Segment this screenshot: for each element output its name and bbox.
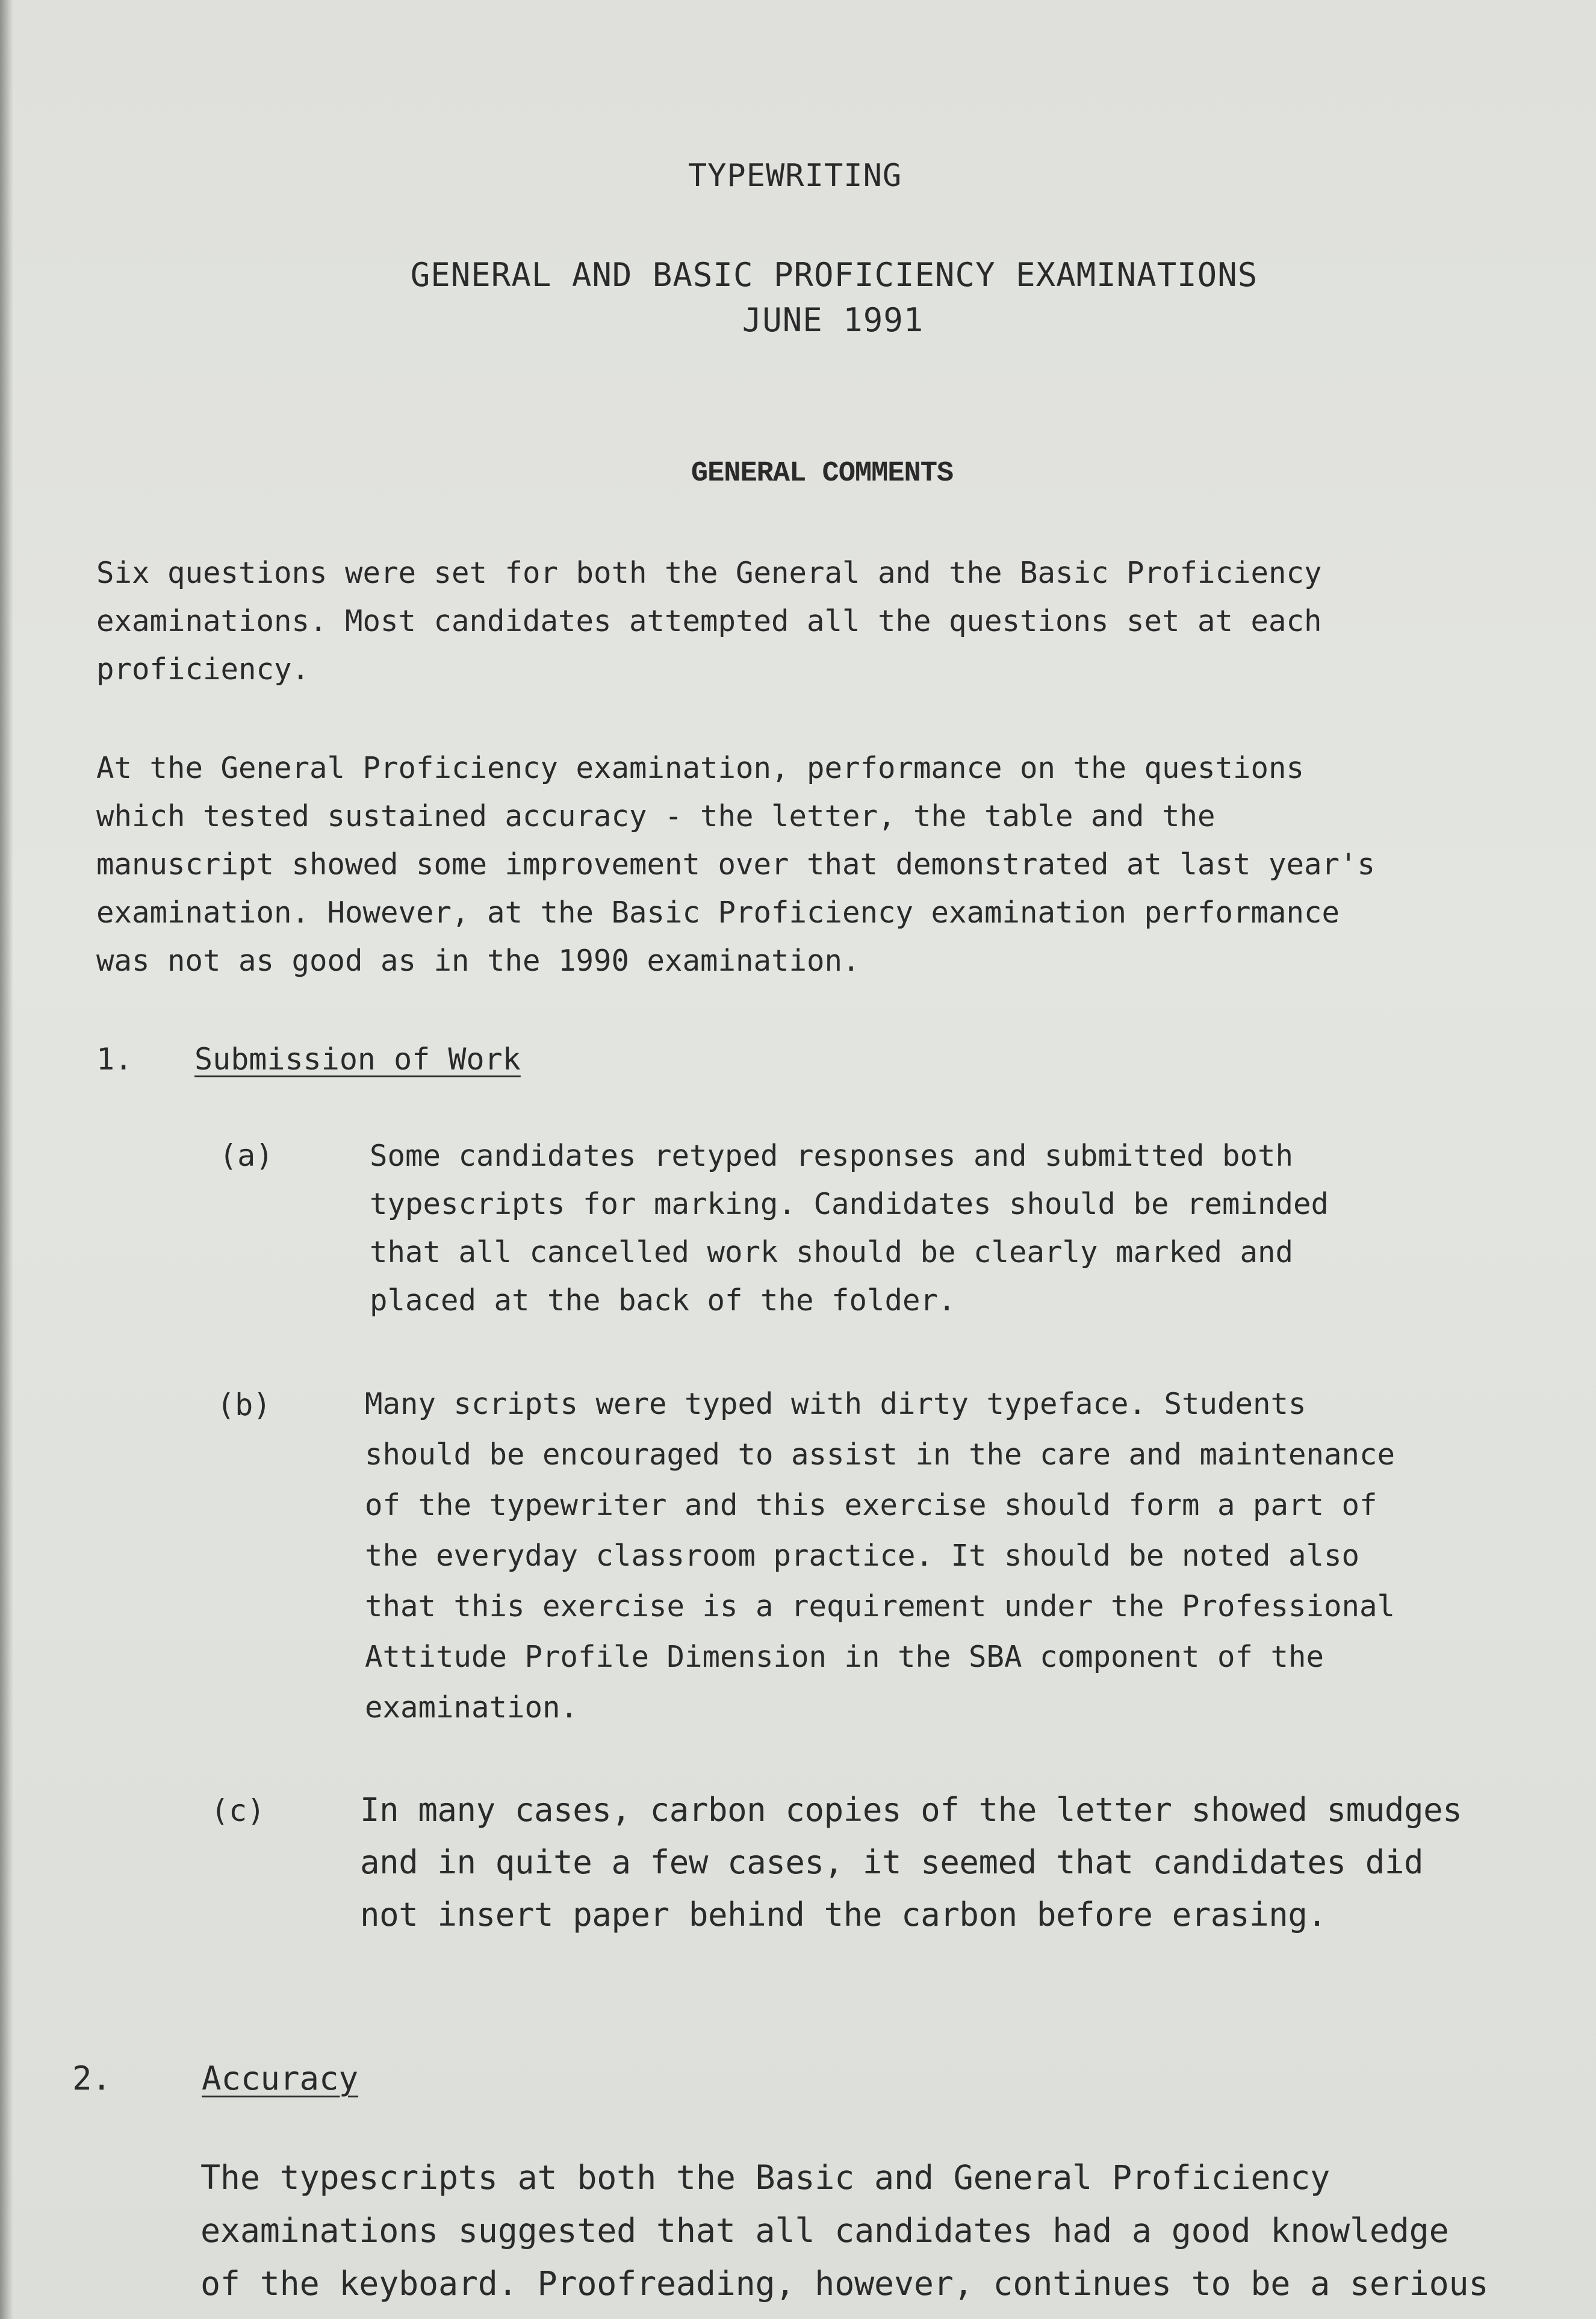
section-1-number: 1. <box>96 1042 133 1077</box>
text-line: that all cancelled work should be clearly marked and <box>370 1235 1294 1269</box>
text-line: the everyday classroom practice. It should be noted also <box>365 1539 1360 1573</box>
accuracy-paragraph <box>200 2151 1488 2310</box>
text-line: of the keyboard. Proofreading, however, continues to be a serious <box>200 2264 1489 2303</box>
text-line: should be encouraged to assist in the care and maintenance <box>365 1437 1396 1472</box>
text-line: not insert paper behind the carbon before erasing. <box>360 1896 1327 1934</box>
text-line: typescripts for marking. Candidates should be reminded <box>370 1187 1329 1221</box>
exam-date: JUNE 1991 <box>742 301 924 339</box>
exam-heading: GENERAL AND BASIC PROFICIENCY EXAMINATIONS <box>410 256 1258 294</box>
text-line: examinations. Most candidates attempted all the questions set at each <box>96 604 1322 638</box>
text-line: proficiency. <box>96 652 310 686</box>
item-b-text <box>365 1379 1395 1733</box>
text-line: examination. However, at the Basic Proficiency examination performance <box>96 895 1340 930</box>
item-a-text <box>370 1132 1329 1325</box>
text-line: was not as good as in the 1990 examination. <box>96 944 860 978</box>
item-a-label: (a) <box>219 1138 274 1173</box>
text-line: which tested sustained accuracy - the letter, the table and the <box>96 799 1216 833</box>
page-edge-shadow <box>0 0 13 2319</box>
text-line: of the typewriter and this exercise should form a part of <box>365 1488 1377 1522</box>
text-line: Some candidates retyped responses and submitted both <box>370 1139 1294 1173</box>
section-heading: GENERAL COMMENTS <box>691 458 954 490</box>
section-2-number: 2. <box>72 2059 112 2097</box>
performance-paragraph <box>96 744 1375 985</box>
section-2-title: Accuracy <box>202 2059 359 2097</box>
text-line: At the General Proficiency examination, performance on the questions <box>96 751 1305 785</box>
text-line: Attitude Profile Dimension in the SBA component of the <box>365 1640 1324 1674</box>
page-title: TYPEWRITING <box>688 158 902 194</box>
bleed-through-texture <box>108 337 1373 409</box>
text-line: examination. <box>365 1690 579 1725</box>
item-c-label: (c) <box>211 1793 265 1828</box>
text-line: manuscript showed some improvement over that demonstrated at last year's <box>96 847 1376 882</box>
text-line: Six questions were set for both the General and the Basic Proficiency <box>96 556 1322 590</box>
text-line: that this exercise is a requirement under the Professional <box>365 1589 1396 1623</box>
item-b-label: (b) <box>217 1387 272 1422</box>
intro-paragraph <box>96 549 1322 694</box>
text-line: placed at the back of the folder. <box>370 1283 956 1318</box>
item-c-text <box>360 1784 1462 1941</box>
text-line: The typescripts at both the Basic and General Proficiency <box>200 2158 1331 2197</box>
text-line: Many scripts were typed with dirty typeface. Students <box>365 1387 1306 1421</box>
text-line: and in quite a few cases, it seemed that candidates did <box>360 1843 1424 1881</box>
section-1-title: Submission of Work <box>194 1042 521 1077</box>
text-line: examinations suggested that all candidates had a good knowledge <box>200 2211 1449 2250</box>
text-line: In many cases, carbon copies of the letter showed smudges <box>360 1791 1462 1829</box>
